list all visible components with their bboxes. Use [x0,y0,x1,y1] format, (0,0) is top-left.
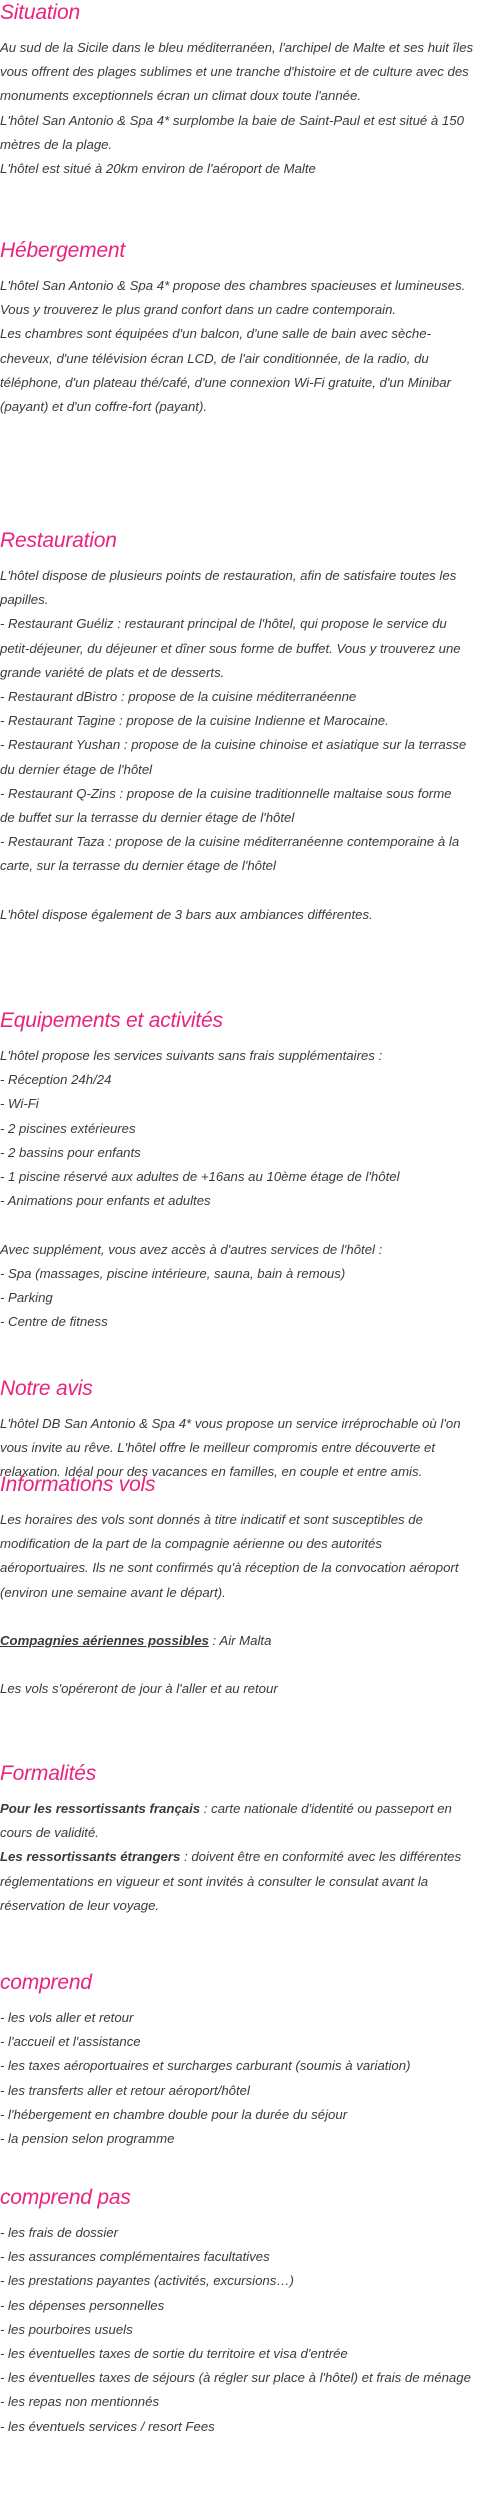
text-line: - les prestations payantes (activités, excursions…) [0,2273,294,2289]
formalites-fr-line [0,1797,500,1821]
formalites-fr-label: Pour les ressortissants français [0,1801,201,1816]
text-line: - les pourboires usuels [0,2321,133,2337]
text-line: - la pension selon programme [0,2131,175,2147]
text-line: - 2 piscines extérieures [0,1120,136,1136]
text-line: mètres de la plage. [0,136,113,152]
text-line: - Parking [0,1290,53,1306]
text-line: L'hôtel propose les services suivants sans frais supplémentaires : [0,1048,383,1063]
text-line: - Restaurant Tagine : propose de la cuisine Indienne et Marocaine. [0,713,389,729]
text-line: cheveux, d'une télévision écran LCD, de l'air conditionnée, de la radio, du [0,350,429,366]
text-line: Vous y trouverez le plus grand confort dans un cadre contemporain. [0,302,397,318]
vols-compagnies-label: Compagnies aériennes possibles [0,1633,209,1648]
text-line: L'hôtel DB San Antonio & Spa 4* vous propose un service irréprochable où l'on [0,1416,461,1431]
section-body-hebergement [0,274,500,419]
section-title-situation: Situation [0,1,80,24]
section-body-formalites [0,1797,500,1918]
text-line: de buffet sur la terrasse du dernier étage de l'hôtel [0,810,295,826]
formalites-fr-text-1: : carte nationale d'identité ou passeport en [200,1801,452,1816]
text-line: - Restaurant Guéliz : restaurant principal de l'hôtel, qui propose le service du [0,616,447,632]
text-line: carte, sur la terrasse du dernier étage de l'hôtel [0,858,276,874]
section-body-vols [0,1508,500,1702]
section-situation [0,0,500,181]
formalites-fr-text-2: cours de validité. [0,1825,99,1841]
text-line: - l'accueil et l'assistance [0,2034,141,2050]
text-line: - Spa (massages, piscine intérieure, sauna, bain à remous) [0,1265,346,1281]
section-body-comprend-pas [0,2221,500,2439]
text-line: relaxation. Idéal pour des vacances en familles, en couple et entre amis. [0,1464,423,1480]
formalites-etr-line [0,1845,500,1869]
text-line: aéroportuaires. Ils ne sont confirmés qu'à réception de la convocation aéroport [0,1560,459,1576]
text-line: - les vols aller et retour [0,2010,134,2025]
section-comprend-pas [0,2185,500,2439]
text-line: téléphone, d'un plateau thé/café, d'une connexion Wi-Fi gratuite, d'un Minibar [0,374,451,390]
text-line: L'hôtel San Antonio & Spa 4* propose des chambres spacieuses et lumineuses. [0,278,466,293]
text-line: grande variété de plats et de desserts. [0,664,225,680]
section-vols [0,1472,500,1702]
text-line: L'hôtel San Antonio & Spa 4* surplombe la baie de Saint-Paul et est situé à 150 [0,112,464,128]
text-line: - Wi-Fi [0,1096,39,1112]
section-formalites [0,1761,500,1918]
section-avis [0,1376,500,1485]
text-line: Avec supplément, vous avez accès à d'autres services de l'hôtel : [0,1241,383,1257]
text-line: (payant) et d'un coffre-fort (payant). [0,399,208,415]
section-body-restauration [0,564,500,927]
text-line: Les chambres sont équipées d'un balcon, d'une salle de bain avec sèche- [0,326,431,342]
text-line: L'hôtel dispose également de 3 bars aux ambiances différentes. [0,906,373,922]
text-line: du dernier étage de l'hôtel [0,761,153,777]
section-body-situation [0,36,500,181]
text-line: monuments exceptionnels écran un climat doux toute l'année. [0,88,361,104]
vols-text [0,1508,500,1605]
text-line: - les dépenses personnelles [0,2297,165,2313]
section-title-equipements: Equipements et activités [0,1009,223,1032]
text-line: - Restaurant Yushan : propose de la cuisine chinoise et asiatique sur la terrasse [0,737,467,753]
text-line: - 2 bassins pour enfants [0,1144,141,1160]
section-equipements [0,1008,500,1334]
section-title-hebergement: Hébergement [0,239,126,262]
section-title-formalites: Formalités [0,1762,97,1785]
text-line: - les transferts aller et retour aéroport/hôtel [0,2082,250,2098]
text-line: vous offrent des plages sublimes et une tranche d'histoire et de culture avec des [0,64,469,80]
text-line: vous invite au rêve. L'hôtel offre le meilleur compromis entre découverte et [0,1440,435,1456]
section-body-equipements [0,1044,500,1334]
text-line: - Animations pour enfants et adultes [0,1193,211,1209]
formalites-etr-text-1: : doivent être en conformité avec les différentes [180,1849,462,1865]
text-line: - les repas non mentionnés [0,2394,160,2410]
text-line: - Centre de fitness [0,1314,108,1330]
text-line: - Restaurant Q-Zins : propose de la cuisine traditionnelle maltaise sous forme [0,785,452,801]
section-hebergement [0,238,500,419]
formalites-etr-text [0,1870,500,1918]
section-comprend [0,1970,500,2151]
vols-note: Les vols s'opéreront de jour à l'aller et au retour [0,1681,278,1697]
text-line: - Restaurant dBistro : propose de la cuisine méditerranéenne [0,689,357,705]
text-line: petit-déjeuner, du déjeuner et dîner sous forme de buffet. Vous y trouverez une [0,640,461,656]
text-line: - les taxes aéroportuaires et surcharges carburant (soumis à variation) [0,2058,411,2074]
text-line: réglementations en vigueur et sont invités à consulter le consulat avant la [0,1873,429,1889]
text-line: L'hôtel dispose de plusieurs points de restauration, afin de satisfaire toutes les [0,568,457,583]
section-title-comprend-pas: comprend pas [0,2186,131,2209]
text-line: - les éventuelles taxes de séjours (à régler sur place à l'hôtel) et frais de ménage [0,2370,471,2386]
text-line: Les horaires des vols sont donnés à titre indicatif et sont susceptibles de [0,1512,423,1527]
blank-line [0,879,500,903]
text-line: (environ une semaine avant le départ). [0,1584,226,1600]
text-line: - 1 piscine réservé aux adultes de +16ans au 10ème étage de l'hôtel [0,1169,400,1185]
section-title-vols: Informations vols [0,1473,156,1496]
section-title-restauration: Restauration [0,529,117,552]
text-line: Au sud de la Sicile dans le bleu méditerranéen, l'archipel de Malte et ses huit îles [0,40,474,55]
text-line: modification de la part de la compagnie aérienne ou des autorités [0,1536,382,1552]
text-line: - Réception 24h/24 [0,1072,112,1088]
text-line: - les assurances complémentaires facultatives [0,2249,270,2265]
vols-compagnies [0,1629,500,1653]
text-line: L'hôtel est situé à 20km environ de l'aéroport de Malte [0,161,316,177]
section-title-comprend: comprend [0,1971,92,1994]
formalites-etr-label: Les ressortissants étrangers [0,1849,181,1865]
section-restauration [0,528,500,927]
blank-line [0,1213,500,1237]
text-line: - les frais de dossier [0,2225,118,2240]
text-line: - les éventuels services / resort Fees [0,2418,215,2434]
text-line: - Restaurant Taza : propose de la cuisine méditerranéenne contemporaine à la [0,834,460,850]
vols-compagnies-value: : Air Malta [208,1633,272,1648]
text-line: papilles. [0,592,49,608]
section-title-avis: Notre avis [0,1377,93,1400]
text-line: - les éventuelles taxes de sortie du territoire et visa d'entrée [0,2346,348,2362]
text-line: - l'hébergement en chambre double pour la durée du séjour [0,2106,348,2122]
text-line: réservation de leur voyage. [0,1897,160,1913]
section-body-comprend [0,2006,500,2151]
